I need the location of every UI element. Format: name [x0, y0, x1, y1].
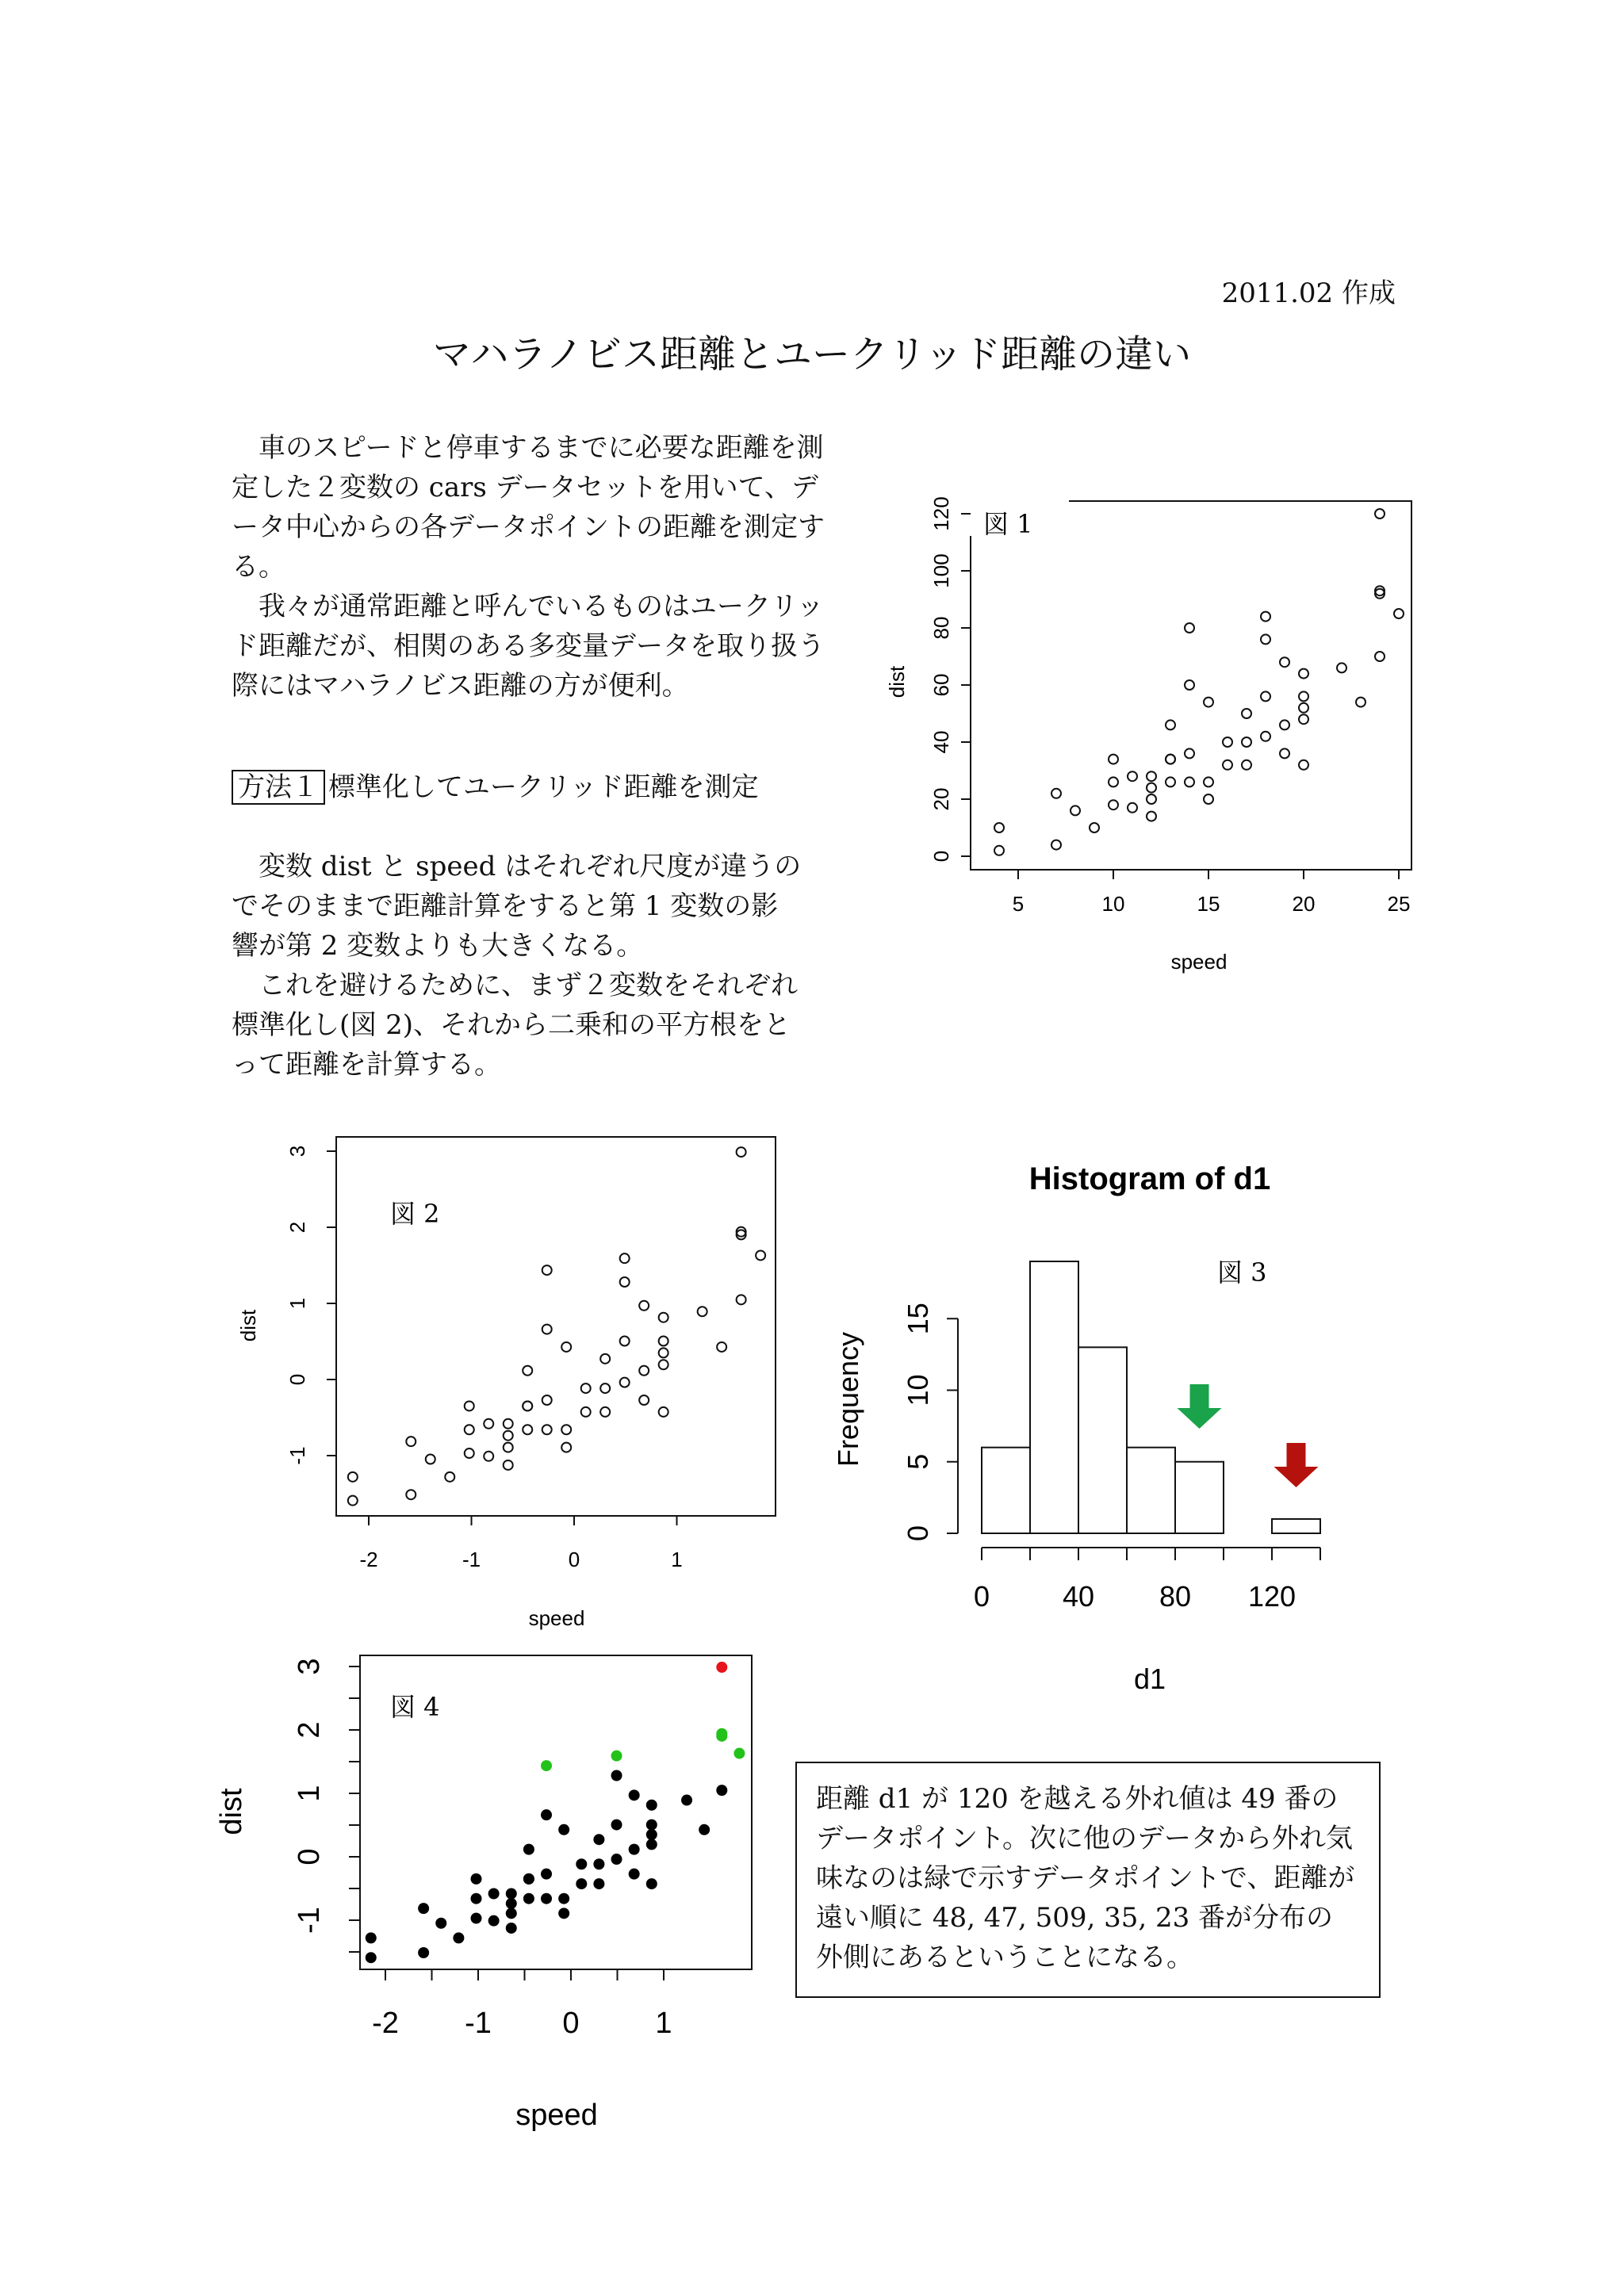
data-point [1299, 691, 1308, 701]
data-point [426, 1455, 435, 1464]
date-line: 2011.02 作成 [1221, 277, 1396, 309]
data-point [611, 1770, 622, 1781]
data-point [639, 1366, 649, 1376]
data-point [1299, 669, 1308, 679]
x-tick-label: -2 [372, 2007, 399, 2040]
y-tick-label: 0 [285, 1373, 309, 1386]
data-point [646, 1800, 657, 1811]
data-point [542, 1425, 552, 1434]
data-point [639, 1301, 649, 1311]
data-point [576, 1878, 587, 1889]
data-point [1394, 609, 1404, 618]
data-point [542, 1265, 552, 1275]
data-point [1147, 783, 1156, 793]
x-axis-title: speed [515, 2099, 598, 2132]
data-point [1375, 652, 1385, 661]
data-point [561, 1425, 571, 1434]
x-axis-title: d1 [1133, 1663, 1166, 1695]
data-point [348, 1496, 358, 1506]
data-point [558, 1908, 569, 1919]
data-point [541, 1893, 552, 1904]
data-point [620, 1277, 630, 1287]
data-point [659, 1336, 668, 1345]
y-axis-title: Frequency [832, 1331, 864, 1468]
x-tick-label: -1 [462, 1548, 481, 1571]
y-tick-label: 3 [293, 1658, 326, 1675]
data-point [453, 1932, 464, 1943]
data-point [1185, 748, 1194, 758]
data-point [581, 1407, 591, 1417]
data-point [1185, 623, 1194, 633]
data-point [1147, 771, 1156, 781]
data-point [659, 1407, 668, 1417]
data-point [504, 1419, 513, 1429]
y-axis-title: dist [236, 1309, 260, 1342]
data-point [1109, 755, 1118, 764]
histogram-bar [1030, 1261, 1078, 1533]
data-point [1185, 680, 1194, 690]
figure-label: 図 4 [390, 1692, 440, 1722]
data-point [716, 1728, 727, 1739]
data-point [504, 1443, 513, 1452]
histogram-bar [1175, 1462, 1224, 1533]
data-point [611, 1820, 622, 1831]
y-axis-title: dist [885, 665, 909, 698]
data-point [465, 1401, 474, 1410]
data-point [1242, 760, 1251, 770]
data-point [523, 1425, 532, 1434]
method-number-box: 方法１ [232, 770, 325, 805]
x-tick-label: 120 [1247, 1580, 1297, 1613]
data-point [366, 1952, 377, 1963]
y-tick-label: 2 [293, 1721, 326, 1739]
y-tick-label: 120 [929, 496, 953, 531]
intro-paragraph-1: 車のスピードと停車するまでに必要な距離を測定した２変数の cars データセットを用いて、データ中心からの各データポイントの距離を測定する。 [232, 432, 825, 583]
x-tick-label: 40 [1062, 1580, 1095, 1613]
y-tick-label: 80 [929, 616, 953, 640]
data-point [646, 1829, 657, 1840]
data-point [593, 1834, 604, 1845]
data-point [465, 1448, 474, 1458]
conclusion-box: 距離 d1 が 120 を越える外れ値は 49 番のデータポイント。次に他のデータから外れ気味なのは緑で示すデータポイントで、距離が遠い順に 48, 47, 509, 35, 23 番が分布の外側にあるということになる。 [795, 1762, 1381, 1998]
data-point [542, 1325, 552, 1334]
data-point [620, 1336, 630, 1345]
data-point [541, 1809, 552, 1820]
y-tick-label: 10 [902, 1374, 934, 1406]
data-point [418, 1947, 429, 1958]
x-tick-label: 0 [562, 2007, 580, 2040]
data-point [348, 1472, 358, 1482]
y-tick-label: 100 [929, 553, 953, 588]
figure-4 [215, 1655, 752, 2132]
data-point [1223, 737, 1232, 747]
data-point [1280, 657, 1289, 667]
data-point [1147, 794, 1156, 804]
data-point [629, 1844, 640, 1855]
x-tick-label: -1 [465, 2007, 492, 2040]
data-point [1261, 732, 1270, 741]
data-point [366, 1932, 377, 1943]
data-point [484, 1419, 493, 1429]
data-point [471, 1893, 482, 1904]
data-point [698, 1307, 707, 1316]
x-tick-label: -2 [359, 1548, 378, 1571]
x-tick-label: 15 [1197, 892, 1220, 916]
data-point [1166, 777, 1175, 786]
x-tick-label: 25 [1387, 892, 1411, 916]
x-axis-title: speed [528, 1606, 585, 1630]
data-point [523, 1873, 534, 1885]
plot-frame [336, 1137, 776, 1516]
x-tick-label: 20 [1292, 892, 1316, 916]
data-point [629, 1789, 640, 1800]
data-point [716, 1785, 727, 1796]
data-point [737, 1147, 746, 1157]
data-point [600, 1407, 610, 1417]
y-tick-label: 0 [293, 1848, 326, 1866]
data-point [681, 1795, 692, 1806]
data-point [646, 1878, 657, 1889]
data-point [1204, 698, 1213, 707]
histogram-title: Histogram of d1 [1028, 1161, 1271, 1196]
data-point [646, 1839, 657, 1850]
data-point [471, 1913, 482, 1924]
figure-label: 図 1 [983, 509, 1033, 539]
data-point [733, 1748, 745, 1759]
data-point [523, 1401, 532, 1410]
data-point [1071, 806, 1080, 815]
y-tick-label: -1 [293, 1907, 326, 1934]
data-point [561, 1342, 571, 1352]
x-tick-label: 1 [671, 1548, 683, 1571]
data-point [1261, 612, 1270, 622]
data-point [994, 846, 1004, 855]
y-tick-label: 5 [902, 1453, 934, 1470]
data-point [488, 1915, 500, 1927]
data-point [611, 1854, 622, 1865]
data-point [406, 1437, 416, 1446]
data-point [611, 1751, 622, 1762]
page-title: マハラノビス距離とユークリッド距離の違い [432, 332, 1192, 377]
outlier-arrow [1178, 1384, 1222, 1429]
data-point [523, 1893, 534, 1904]
histogram-bar [1272, 1519, 1320, 1533]
data-point [659, 1313, 668, 1322]
data-point [699, 1824, 710, 1835]
data-point [600, 1383, 610, 1393]
y-tick-label: 20 [929, 787, 953, 811]
data-point [561, 1443, 571, 1452]
data-point [1166, 755, 1175, 764]
data-point [541, 1869, 552, 1880]
data-point [484, 1452, 493, 1461]
data-point [558, 1893, 569, 1904]
data-point [1147, 812, 1156, 821]
data-point [593, 1878, 604, 1889]
y-tick-label: 0 [929, 850, 953, 863]
method-paragraph-1: 変数 dist と speed はそれぞれ尺度が違うのでそのままで距離計算をすると第 1 変数の影響が第 2 変数よりも大きくなる。 [232, 851, 802, 962]
y-axis-title: dist [215, 1788, 248, 1835]
data-point [1166, 720, 1175, 729]
data-point [1109, 800, 1118, 809]
x-tick-label: 0 [568, 1548, 580, 1571]
data-point [1261, 634, 1270, 644]
x-tick-label: 80 [1159, 1580, 1192, 1613]
data-point [1242, 709, 1251, 718]
data-point [506, 1888, 517, 1900]
data-point [1299, 703, 1308, 713]
data-point [717, 1342, 726, 1352]
y-tick-label: 1 [285, 1297, 309, 1310]
histogram-bar [1078, 1347, 1127, 1533]
data-point [646, 1820, 657, 1831]
data-point [1128, 803, 1137, 813]
data-point [506, 1908, 517, 1919]
data-point [435, 1918, 446, 1929]
data-point [1299, 714, 1308, 724]
data-point [1204, 777, 1213, 786]
data-point [1375, 509, 1385, 519]
data-point [506, 1898, 517, 1909]
y-tick-label: 60 [929, 673, 953, 697]
data-point [523, 1366, 532, 1376]
plot-frame [971, 501, 1411, 870]
data-point [418, 1903, 429, 1914]
x-tick-label: 10 [1101, 892, 1125, 916]
data-point [620, 1253, 630, 1263]
data-point [465, 1425, 474, 1434]
method-heading-text: 標準化してユークリッド距離を測定 [328, 771, 759, 803]
data-point [629, 1869, 640, 1880]
data-point [541, 1760, 552, 1771]
data-point [406, 1490, 416, 1499]
y-tick-label: 15 [902, 1303, 934, 1335]
data-point [1090, 823, 1099, 832]
data-point [488, 1888, 500, 1900]
data-point [1242, 737, 1251, 747]
data-point [542, 1395, 552, 1405]
outlier-arrow [1274, 1443, 1319, 1487]
data-point [1185, 777, 1194, 786]
data-point [1204, 794, 1213, 804]
y-tick-label: 40 [929, 730, 953, 754]
figure-1 [885, 496, 1411, 974]
data-point [716, 1662, 727, 1673]
data-point [620, 1378, 630, 1387]
x-tick-label: 0 [973, 1580, 990, 1613]
data-point [1261, 691, 1270, 701]
histogram-bar [1127, 1448, 1175, 1533]
data-point [558, 1824, 569, 1835]
data-point [1051, 840, 1061, 850]
data-point [593, 1858, 604, 1869]
y-tick-label: 2 [285, 1221, 309, 1234]
data-point [994, 823, 1004, 832]
figure-3-histogram [832, 1161, 1320, 1695]
data-point [471, 1873, 482, 1885]
method-paragraph-2: これを避けるために、まず２変数をそれぞれ標準化し(図 2)、それから二乗和の平方根をとって距離を計算する。 [232, 970, 798, 1081]
data-point [1280, 720, 1289, 729]
figure-2 [236, 1137, 776, 1630]
data-point [1051, 789, 1061, 798]
y-tick-label: 3 [285, 1145, 309, 1158]
data-point [1337, 663, 1346, 672]
data-point [581, 1383, 591, 1393]
y-tick-label: -1 [285, 1446, 309, 1465]
data-point [1109, 777, 1118, 786]
y-tick-label: 0 [902, 1525, 934, 1542]
data-point [1223, 760, 1232, 770]
data-point [737, 1295, 746, 1304]
data-point [756, 1250, 765, 1260]
data-point [523, 1844, 534, 1855]
data-point [1299, 760, 1308, 770]
figure-label: 図 2 [390, 1199, 440, 1229]
y-tick-label: 1 [293, 1785, 326, 1802]
x-tick-label: 5 [1012, 892, 1025, 916]
histogram-bar [982, 1448, 1030, 1533]
data-point [576, 1858, 587, 1869]
data-point [639, 1395, 649, 1405]
data-point [600, 1354, 610, 1364]
data-point [1280, 748, 1289, 758]
figure-label: 図 3 [1217, 1257, 1267, 1288]
data-point [445, 1472, 454, 1482]
data-point [1128, 771, 1137, 781]
data-point [659, 1348, 668, 1357]
x-axis-title: speed [1170, 950, 1228, 974]
data-point [659, 1360, 668, 1369]
data-point [1356, 698, 1365, 707]
data-point [504, 1460, 513, 1470]
data-point [506, 1923, 517, 1934]
data-point [504, 1431, 513, 1441]
intro-paragraph-2: 我々が通常距離と呼んでいるものはユークリッド距離だが、相関のある多変量データを取り扱う際にはマハラノビス距離の方が便利。 [232, 591, 825, 702]
x-tick-label: 1 [655, 2007, 672, 2040]
